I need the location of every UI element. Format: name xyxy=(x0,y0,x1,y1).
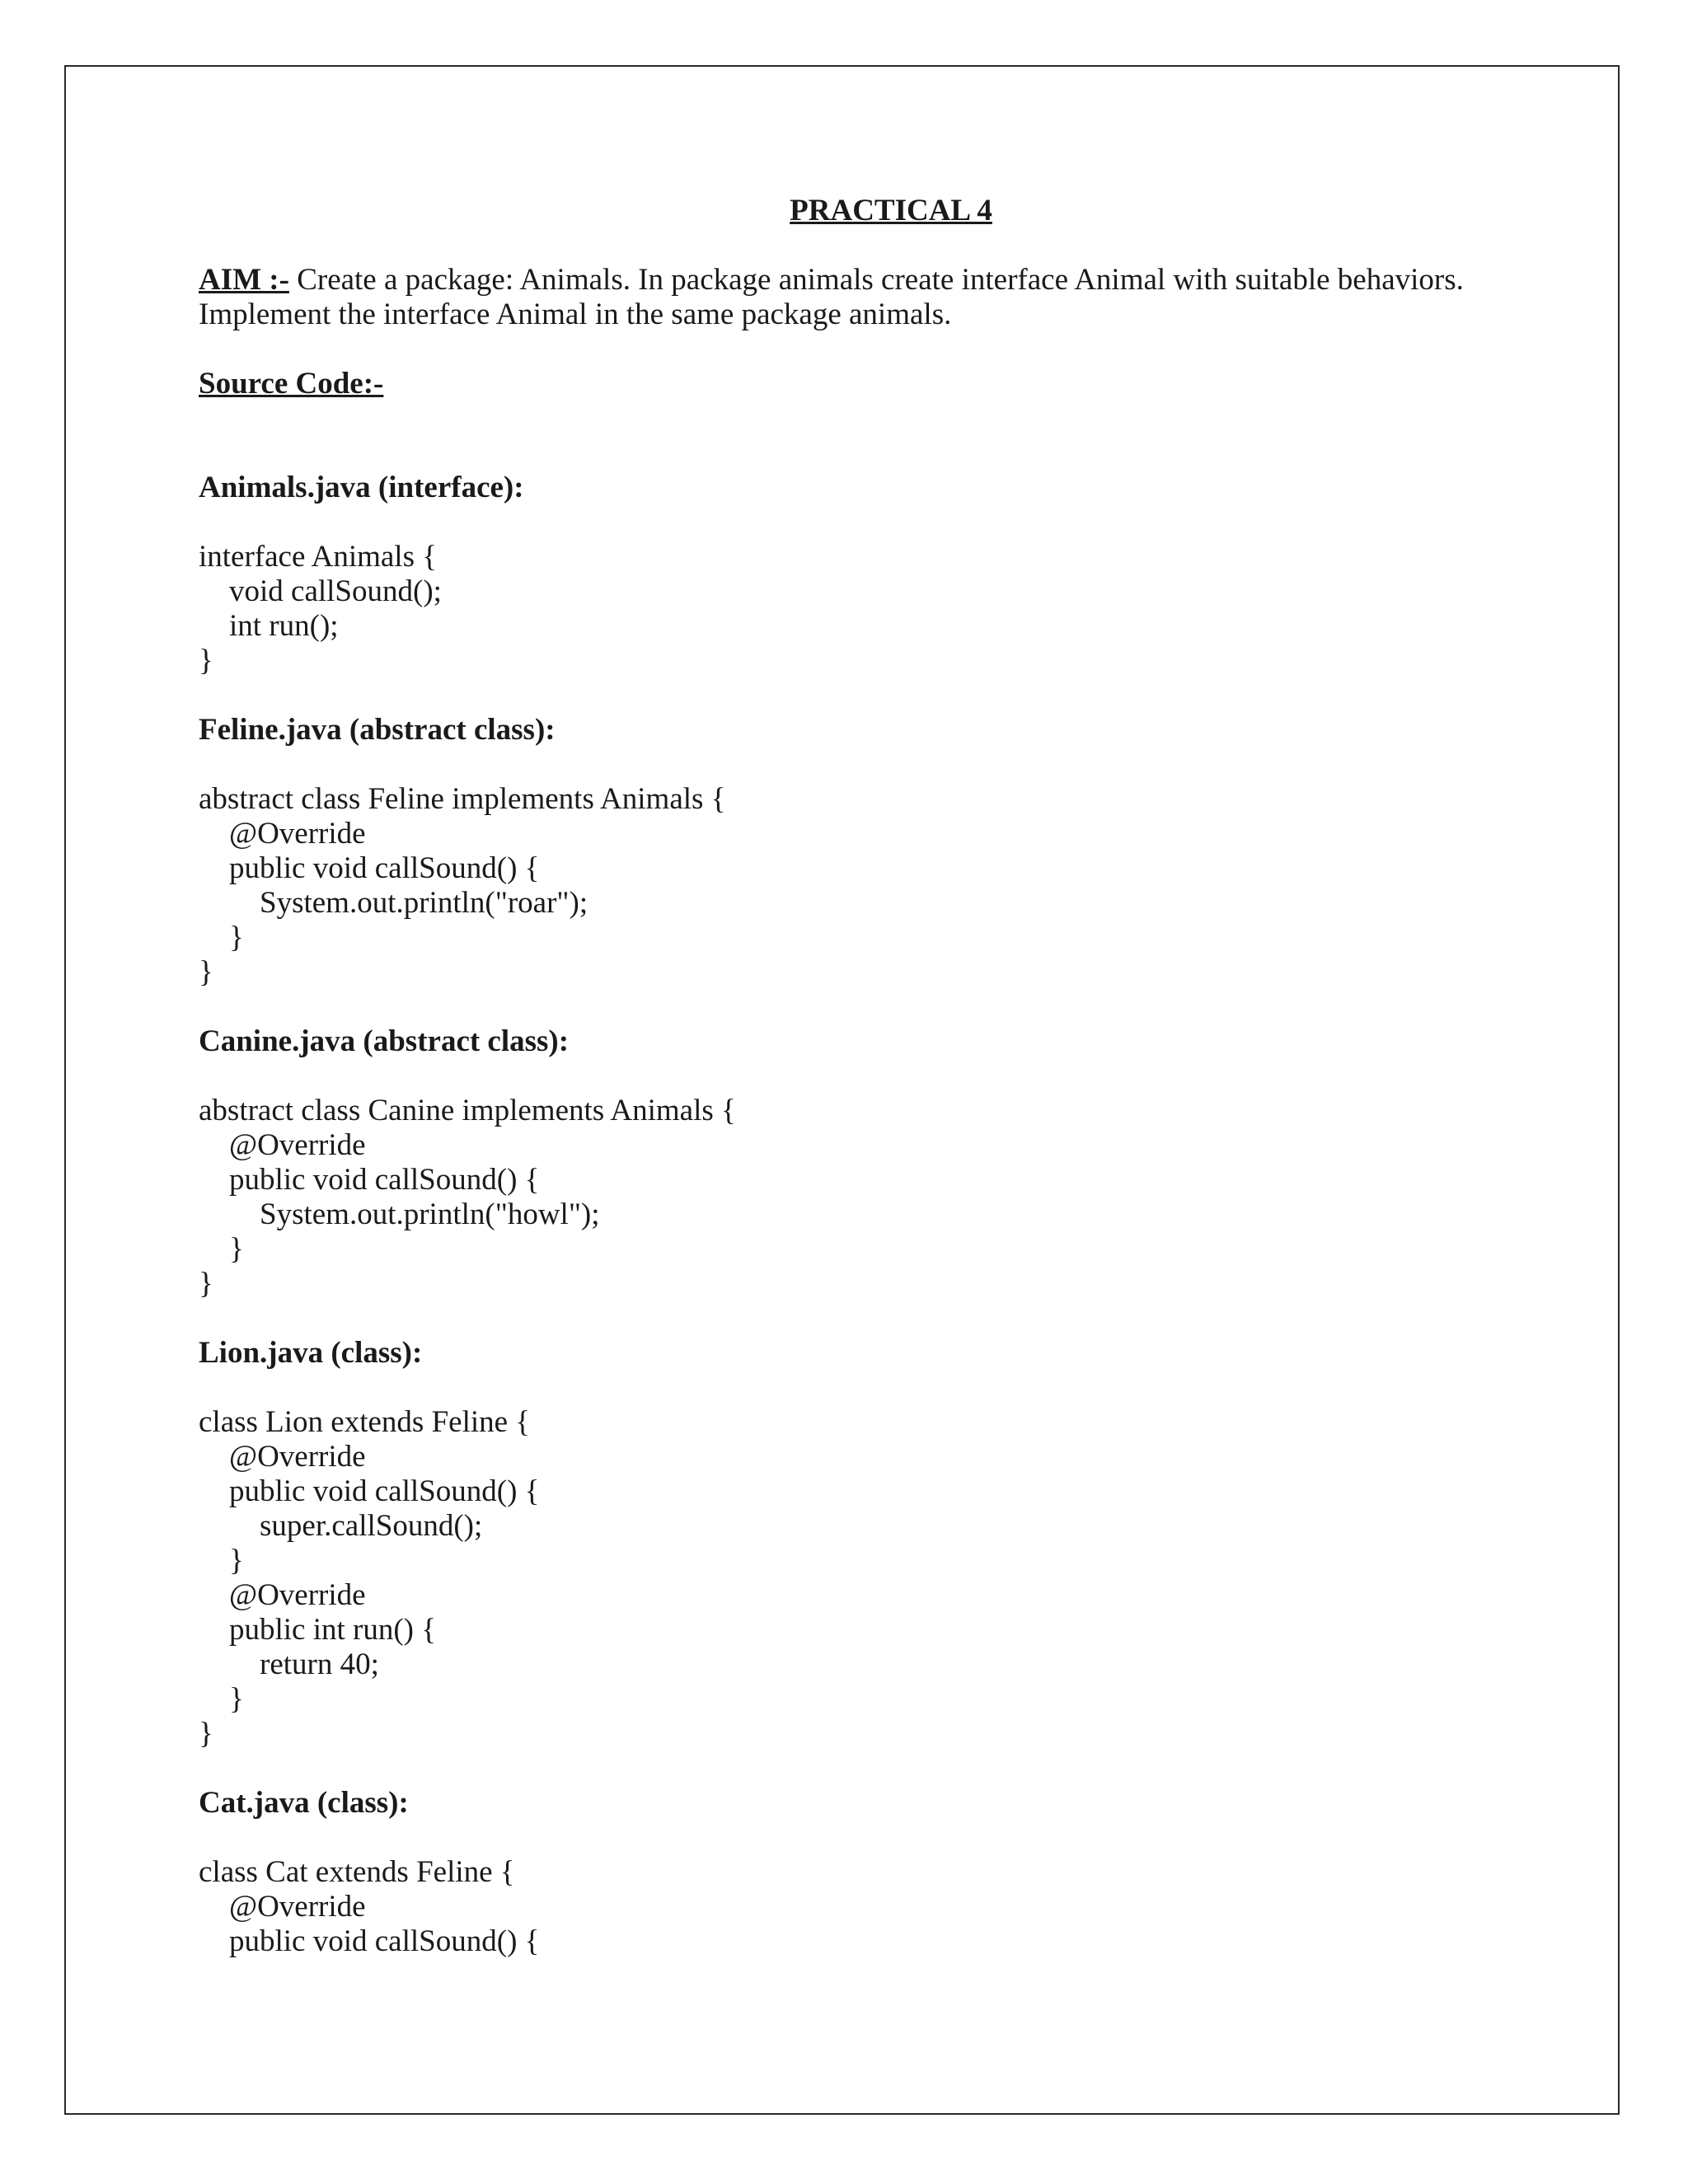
code-line: return 40; xyxy=(199,1647,379,1681)
code-line: @Override xyxy=(199,817,366,851)
code-file-block xyxy=(199,1336,1550,1751)
code-listing xyxy=(199,540,1550,678)
code-line: public void callSound() { xyxy=(199,851,540,885)
code-line: } xyxy=(199,921,244,954)
document-content xyxy=(199,194,1550,1994)
file-heading: Canine.java (abstract class): xyxy=(199,1024,570,1058)
code-line: void callSound(); xyxy=(199,574,442,608)
code-line: class Lion extends Feline { xyxy=(199,1405,531,1439)
code-line: } xyxy=(199,1717,213,1750)
code-file-block xyxy=(199,1786,1550,1959)
code-line: } xyxy=(199,644,213,677)
code-line: abstract class Canine implements Animals { xyxy=(199,1094,736,1127)
code-line: @Override xyxy=(199,1128,366,1162)
code-line: } xyxy=(199,1267,213,1301)
code-listing xyxy=(199,1855,1550,1959)
file-heading: Lion.java (class): xyxy=(199,1336,423,1370)
code-file-block xyxy=(199,1024,1550,1301)
code-line: abstract class Feline implements Animals { xyxy=(199,782,726,816)
code-line: System.out.println("howl"); xyxy=(199,1197,600,1231)
file-heading: Cat.java (class): xyxy=(199,1786,409,1820)
code-line: public int run() { xyxy=(199,1613,437,1647)
code-line: super.callSound(); xyxy=(199,1509,483,1543)
aim-text: Create a package: Animals. In package animals create interface Animal with suitable behaviors. Implement the interface Animal in the same package animals. xyxy=(199,263,1464,331)
code-listing xyxy=(199,1094,1550,1301)
aim-paragraph xyxy=(199,263,1550,332)
code-line: public void callSound() { xyxy=(199,1474,540,1508)
code-line: interface Animals { xyxy=(199,540,437,574)
source-code-heading: Source Code:- xyxy=(199,367,384,401)
code-line: @Override xyxy=(199,1890,366,1924)
page-title: PRACTICAL 4 xyxy=(790,194,992,227)
code-line: } xyxy=(199,1232,244,1266)
code-listing xyxy=(199,1405,1550,1751)
file-heading: Feline.java (abstract class): xyxy=(199,713,556,747)
file-heading: Animals.java (interface): xyxy=(199,471,524,504)
aim-label: AIM :- xyxy=(199,263,289,297)
source-files xyxy=(199,471,1550,1959)
code-line: @Override xyxy=(199,1578,366,1612)
code-line: @Override xyxy=(199,1440,366,1474)
code-line: public void callSound() { xyxy=(199,1924,540,1958)
code-line: } xyxy=(199,1682,244,1716)
code-line: } xyxy=(199,955,213,989)
code-file-block xyxy=(199,471,1550,678)
code-file-block xyxy=(199,713,1550,990)
code-line: } xyxy=(199,1544,244,1577)
code-line: System.out.println("roar"); xyxy=(199,886,588,920)
code-line: public void callSound() { xyxy=(199,1163,540,1197)
code-line: int run(); xyxy=(199,609,339,643)
code-line: class Cat extends Feline { xyxy=(199,1855,515,1889)
code-listing xyxy=(199,782,1550,990)
